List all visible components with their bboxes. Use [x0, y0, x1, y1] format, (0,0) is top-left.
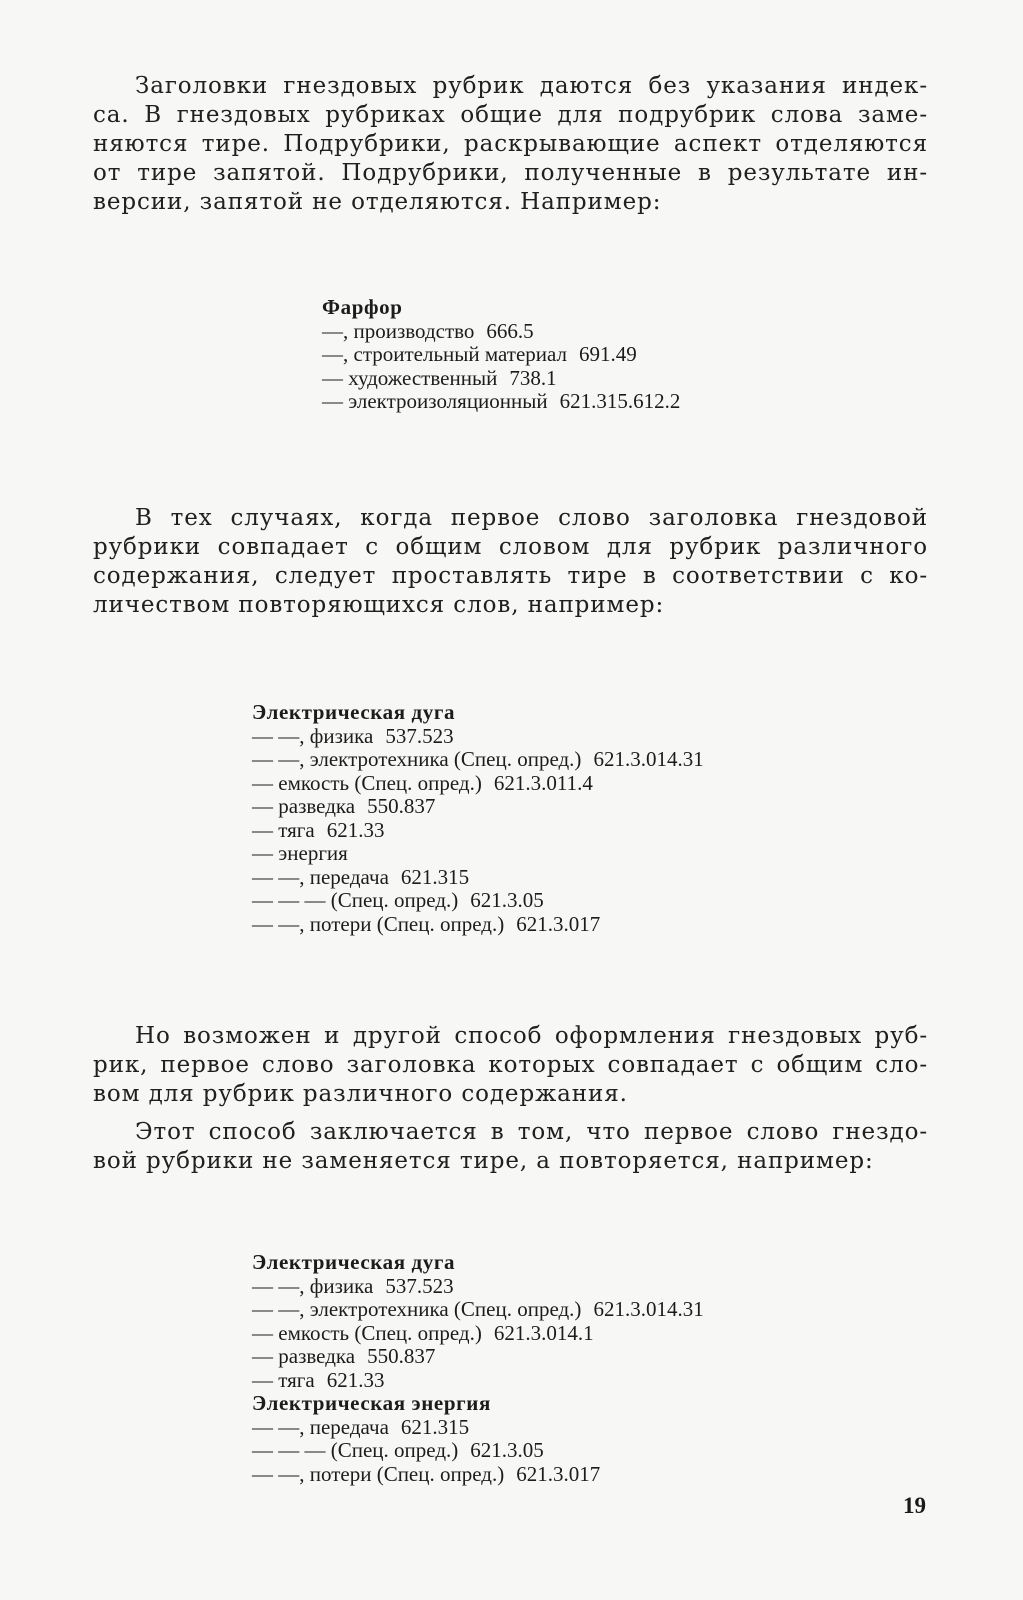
page-number: 19 [903, 1493, 926, 1518]
paragraph-line: вой рубрики не заменяется тире, а повторяется, например: [93, 1148, 874, 1174]
paragraph-line: вом для рубрик различного содержания. [93, 1081, 628, 1107]
entry-code: 537.523 [385, 723, 454, 748]
entry-code: 621.3.014.31 [593, 1297, 704, 1321]
paragraph-line: версии, запятой не отделяются. Например: [93, 189, 662, 215]
entry-code: 621.3.011.4 [493, 770, 593, 795]
entry-code: 621.3.05 [470, 1438, 544, 1462]
paragraph-line: содержания, следует проставлять тире в соответствии с ко- [93, 563, 928, 589]
entry-row [252, 748, 704, 772]
entry-code: 621.3.014.1 [493, 1320, 594, 1345]
entry-row [252, 1369, 704, 1393]
entry-label: — —, потери (Спец. опред.) [252, 911, 505, 936]
entry-row [252, 772, 704, 796]
entry-label: —, производство [322, 318, 475, 343]
entry-row [252, 889, 704, 913]
paragraph-line: Заголовки гнездовых рубрик даются без указания индек- [135, 73, 928, 99]
paragraph-line: рубрики совпадает с общим словом для рубрик различного [93, 534, 928, 560]
entry-row [322, 320, 680, 344]
entry-label: — емкость (Спец. опред.) [252, 770, 482, 795]
entry-heading: Фарфор [322, 295, 403, 319]
entry-code: 621.33 [326, 1367, 385, 1392]
entry-code: 621.3.014.31 [593, 747, 704, 771]
entry-row [252, 866, 704, 890]
entry-code: 537.523 [385, 1273, 454, 1298]
entry-label: — —, физика [252, 1273, 374, 1298]
entry-code: 550.837 [367, 1344, 436, 1368]
entry-row [252, 1298, 704, 1322]
entry-row [322, 367, 680, 391]
entry-code: 691.49 [579, 342, 637, 366]
paragraph-line: Но возможен и другой способ оформления гнездовых руб- [135, 1023, 928, 1049]
entry-label: — — — (Спец. опред.) [252, 888, 459, 912]
entry-label: — —, электротехника (Спец. опред.) [252, 1297, 582, 1321]
entry-label: — емкость (Спец. опред.) [252, 1320, 482, 1345]
entry-row [322, 390, 680, 414]
entry-row [252, 842, 704, 866]
entry-code: 621.315 [400, 1414, 470, 1439]
entry-code: 621.315 [400, 864, 470, 889]
entry-label: — разведка [252, 1344, 356, 1368]
entry-label: — художественный [322, 365, 498, 390]
paragraph-2 [93, 504, 928, 620]
entry-label: — —, передача [252, 1414, 389, 1439]
paragraph-line: от тире запятой. Подрубрики, полученные в результате ин- [93, 160, 928, 186]
entry-code: 621.33 [326, 817, 385, 842]
paragraph-line: няются тире. Подрубрики, раскрывающие аспект отделяются [93, 131, 928, 157]
paragraph-line: са. В гнездовых рубриках общие для подрубрик слова заме- [93, 102, 928, 128]
entry-label: — —, физика [252, 723, 374, 748]
entry-label: — тяга [252, 817, 315, 842]
entry-row [252, 1322, 704, 1346]
paragraph-3 [93, 1022, 928, 1109]
example-porcelain [322, 296, 680, 414]
entry-label: — разведка [252, 794, 356, 818]
entry-row [252, 913, 704, 937]
paragraph-4 [93, 1118, 928, 1176]
entry-code: 666.5 [486, 318, 534, 343]
entry-label: — электроизоляционный [322, 389, 548, 413]
entry-code: 621.3.017 [516, 1461, 601, 1486]
paragraph-line: В тех случаях, когда первое слово заголовка гнездовой [135, 505, 928, 531]
example-arc-dashes [252, 701, 704, 936]
entry-heading: Электрическая энергия [252, 1391, 491, 1415]
paragraph-line: Этот способ заключается в том, что первое слово гнездо- [135, 1119, 928, 1145]
entry-row [252, 1345, 704, 1369]
entry-code: 738.1 [509, 365, 557, 390]
entry-code: 621.3.05 [470, 888, 544, 912]
paragraph-line: рик, первое слово заголовка которых совпадает с общим сло- [93, 1052, 928, 1078]
entry-row [252, 1416, 704, 1440]
entry-row [252, 1439, 704, 1463]
entry-code: 621.3.017 [516, 911, 601, 936]
entry-code: 550.837 [367, 794, 436, 818]
example-arc-repeated [252, 1251, 704, 1486]
entry-label: — —, электротехника (Спец. опред.) [252, 747, 582, 771]
entry-row [322, 343, 680, 367]
entry-heading: Электрическая дуга [252, 1250, 456, 1274]
entry-row [252, 819, 704, 843]
paragraph-1 [93, 72, 928, 217]
entry-row [252, 1275, 704, 1299]
entry-label: —, строительный материал [322, 342, 568, 366]
entry-row [252, 795, 704, 819]
entry-row [252, 725, 704, 749]
entry-heading: Электрическая дуга [252, 700, 456, 724]
entry-code: 621.315.612.2 [559, 389, 681, 413]
entry-label: — —, потери (Спец. опред.) [252, 1461, 505, 1486]
paragraph-line: личеством повторяющихся слов, например: [93, 592, 665, 618]
entry-label: — — — (Спец. опред.) [252, 1438, 459, 1462]
entry-label: — тяга [252, 1367, 315, 1392]
entry-label: — —, передача [252, 864, 389, 889]
entry-label: — энергия [252, 841, 348, 865]
entry-row [252, 1463, 704, 1487]
